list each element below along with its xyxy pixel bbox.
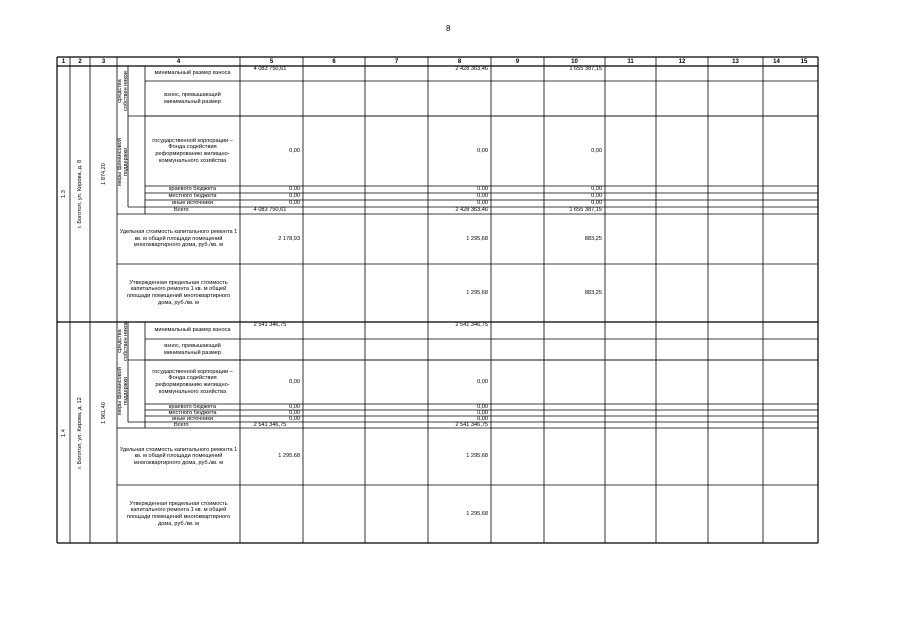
cell-unit-cost-c8: 1 295,68 bbox=[466, 235, 488, 242]
row-label-own-min: минимальный размер взноса bbox=[154, 70, 231, 77]
row-label-total: Всего bbox=[174, 421, 189, 428]
cell-fund-c5: 0,00 bbox=[289, 378, 300, 385]
cell-other-c5: 0,00 bbox=[289, 415, 300, 422]
cell-other-c8: 0,00 bbox=[477, 200, 488, 207]
row-label-other: иные источники bbox=[171, 200, 213, 207]
group-owner-funds: средства собствен ников bbox=[116, 71, 129, 111]
column-number-13: 13 bbox=[732, 59, 739, 65]
cell-own-over-c10 bbox=[544, 81, 602, 116]
cell-regional-c5: 0,00 bbox=[289, 403, 300, 410]
cell-local-c8: 0,00 bbox=[477, 193, 488, 200]
cell-local-c5: 0,00 bbox=[289, 409, 300, 416]
group-financial-support: меры финансовой поддержки bbox=[116, 367, 129, 415]
row-label-own-min: минимальный размер взноса bbox=[154, 327, 231, 334]
row-label-fund: государственной корпорации – Фонда содействия реформированию жилищно-коммунального хозяйства bbox=[152, 368, 233, 395]
cell-other-c5: 0,00 bbox=[289, 200, 300, 207]
cell-local-c10: 0,00 bbox=[591, 193, 602, 200]
cell-max-cost-c10: 883,25 bbox=[584, 289, 602, 296]
cell-own-min-c5: 4 083 750,61 bbox=[253, 66, 287, 72]
cell-fund-c10: 0,00 bbox=[591, 147, 602, 154]
cell-own-over-c5 bbox=[240, 339, 300, 360]
cell-total-c5: 4 083 750,61 bbox=[253, 207, 287, 213]
cell-local-c8: 0,00 bbox=[477, 409, 488, 416]
row-label-local: местного бюджета bbox=[168, 409, 217, 416]
cell-own-min-c10: 1 655 387,15 bbox=[569, 66, 602, 72]
row-label-other: иные источники bbox=[171, 415, 213, 422]
house-area: 1 961,40 bbox=[100, 401, 107, 424]
cell-own-over-c8 bbox=[428, 81, 488, 116]
cell-other-c10: 0,00 bbox=[591, 200, 602, 207]
column-number-11: 11 bbox=[627, 59, 634, 65]
cell-max-cost-c5 bbox=[240, 485, 300, 543]
row-label-unit-cost: Удельная стоимость капитального ремонта 1 кв. м общей площади помещений многоквартирного дома, руб./кв. м bbox=[119, 229, 238, 249]
house-area: 1 874,20 bbox=[100, 163, 107, 185]
group-financial-support: меры финансовой поддержки bbox=[116, 137, 129, 186]
row-label-regional: краевого бюджета bbox=[168, 186, 217, 193]
row-label-max-cost: Утвержденная предельная стоимость капитального ремонта 1 кв. м общей площади помещений многоквартирного дома, руб./кв. м bbox=[126, 500, 231, 527]
column-number-2: 2 bbox=[78, 59, 82, 65]
column-number-12: 12 bbox=[678, 59, 686, 65]
house-address: г. Боготол, ул. Кирова, д. 12 bbox=[77, 396, 83, 469]
row-label-regional: краевого бюджета bbox=[168, 403, 217, 410]
column-number-7: 7 bbox=[394, 59, 399, 65]
cell-own-min-c10 bbox=[544, 322, 602, 339]
row-label-fund: государственной корпорации – Фонда содействия реформированию жилищно-коммунального хозяйства bbox=[152, 137, 233, 164]
page-number: 8 bbox=[446, 24, 451, 33]
row-number: 1.4 bbox=[60, 428, 67, 437]
column-number-8: 8 bbox=[457, 59, 462, 65]
column-number-1: 1 bbox=[61, 59, 66, 65]
column-number-5: 5 bbox=[269, 59, 274, 65]
column-number-9: 9 bbox=[515, 59, 520, 65]
cell-own-over-c10 bbox=[544, 339, 602, 360]
cell-fund-c10 bbox=[544, 360, 602, 404]
cell-own-over-c5 bbox=[240, 81, 300, 116]
cell-own-min-c8: 2 541 346,75 bbox=[455, 322, 488, 328]
cell-max-cost-c8: 1 295,68 bbox=[466, 510, 488, 517]
cell-total-c10: 1 655 387,15 bbox=[569, 207, 602, 213]
cell-unit-cost-c10 bbox=[544, 428, 602, 485]
column-number-14: 14 bbox=[773, 59, 780, 65]
cell-fund-c8: 0,00 bbox=[477, 378, 488, 385]
cell-regional-c5: 0,00 bbox=[289, 186, 300, 193]
cell-unit-cost-c10: 883,25 bbox=[584, 235, 602, 242]
cell-unit-cost-c5: 1 295,68 bbox=[278, 453, 300, 460]
column-number-6: 6 bbox=[332, 59, 336, 65]
column-number-10: 10 bbox=[571, 59, 578, 65]
row-number: 1.3 bbox=[60, 190, 67, 198]
row-label-own-over: взнос, превышающий минимальный размер bbox=[164, 91, 221, 105]
cell-own-min-c5: 2 541 346,75 bbox=[253, 322, 287, 328]
cell-total-c8: 2 428 363,46 bbox=[455, 207, 488, 213]
cell-unit-cost-c5: 2 178,93 bbox=[278, 235, 300, 242]
row-label-local: местного бюджета bbox=[168, 193, 217, 200]
cell-regional-c8: 0,00 bbox=[477, 403, 488, 410]
cell-other-c8: 0,00 bbox=[477, 415, 488, 422]
column-number-4: 4 bbox=[176, 59, 181, 65]
cell-max-cost-c5 bbox=[240, 264, 300, 322]
cell-total-c5: 2 541 346,75 bbox=[253, 422, 287, 428]
group-owner-funds: средства собствен ников bbox=[116, 321, 129, 361]
cell-unit-cost-c8: 1 295,68 bbox=[466, 453, 488, 460]
row-label-max-cost: Утвержденная предельная стоимость капитального ремонта 1 кв. м общей площади помещений многоквартирного дома, руб./кв. м bbox=[126, 279, 231, 306]
cell-fund-c5: 0,00 bbox=[289, 147, 300, 154]
cell-regional-c10: 0,00 bbox=[591, 186, 602, 193]
cell-max-cost-c8: 1 295,68 bbox=[466, 289, 488, 296]
cell-regional-c8: 0,00 bbox=[477, 186, 488, 193]
cell-own-over-c8 bbox=[428, 339, 488, 360]
cell-max-cost-c10 bbox=[544, 485, 602, 543]
house-address: г. Боготол, ул. Кирова, д. 8 bbox=[77, 159, 83, 229]
cell-own-min-c8: 2 428 363,46 bbox=[455, 66, 488, 72]
row-label-own-over: взнос, превышающий минимальный размер bbox=[164, 342, 221, 356]
column-number-15: 15 bbox=[800, 59, 808, 65]
row-label-unit-cost: Удельная стоимость капитального ремонта 1 кв. м общей площади помещений многоквартирного дома, руб./кв. м bbox=[119, 446, 238, 466]
cell-fund-c8: 0,00 bbox=[477, 147, 488, 154]
column-number-3: 3 bbox=[101, 59, 106, 65]
cell-local-c5: 0,00 bbox=[289, 193, 300, 200]
row-label-total: Всего bbox=[174, 207, 189, 214]
cell-total-c8: 2 541 346,75 bbox=[455, 422, 488, 428]
